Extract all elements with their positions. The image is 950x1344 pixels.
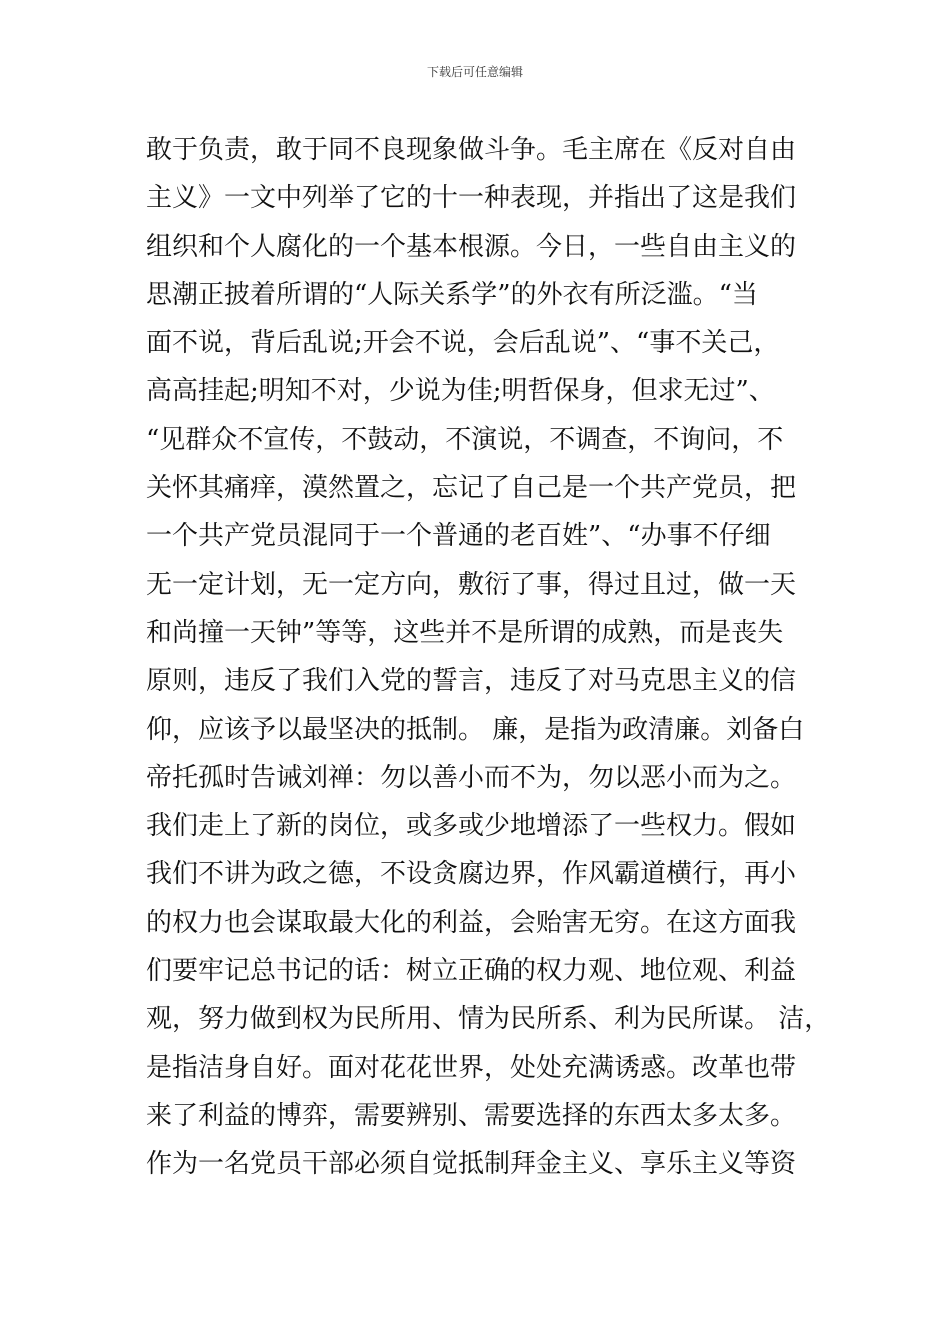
text-line: 们要牢记总书记的话：树立正确的权力观、地位观、利益 [146, 956, 797, 987]
header-note: 下载后可任意编辑 [426, 65, 523, 79]
text-line: 组织和个人腐化的一个基本根源。今日，一些自由主义的 [146, 231, 797, 262]
text-line: 思潮正披着所谓的“人际关系学”的外衣有所泛滥。“当 [146, 279, 758, 310]
text-line: 主义》一文中列举了它的十一种表现，并指出了这是我们 [146, 183, 797, 214]
text-line: 我们不讲为政之德，不设贪腐边界，作风霸道横行，再小 [146, 859, 797, 890]
text-line: 观，努力做到权为民所用、情为民所系、利为民所谋。 洁， [146, 1004, 831, 1035]
text-line: 来了利益的博弈，需要辨别、需要选择的东西太多太多。 [146, 1100, 797, 1131]
text-line: 一个共产党员混同于一个普通的老百姓”、“办事不仔细 [146, 521, 771, 552]
text-line: 敢于负责，敢于同不良现象做斗争。毛主席在《反对自由 [146, 135, 797, 165]
text-line: 和尚撞一天钟”等等，这些并不是所谓的成熟，而是丧失 [146, 617, 784, 648]
body-text [146, 126, 836, 1189]
text-line: “见群众不宣传，不鼓动，不演说，不调查，不询问，不 [146, 424, 784, 455]
text-line: 原则，违反了我们入党的誓言，违反了对马克思主义的信 [146, 666, 797, 697]
text-line: 关怀其痛痒，漠然置之，忘记了自己是一个共产党员，把 [146, 473, 797, 504]
text-line: 是指洁身自好。面对花花世界，处处充满诱惑。改革也带 [146, 1052, 797, 1083]
text-line: 帝托孤时告诫刘禅：勿以善小而不为，勿以恶小而为之。 [146, 762, 797, 793]
text-line: 面不说，背后乱说;开会不说，会后乱说”、“事不关己， [146, 328, 780, 359]
text-line: 高高挂起;明知不对，少说为佳;明哲保身，但求无过”、 [146, 376, 775, 407]
text-line: 我们走上了新的岗位，或多或少地增添了一些权力。假如 [146, 811, 797, 842]
text-line: 无一定计划，无一定方向，敷衍了事，得过且过，做一天 [146, 569, 797, 600]
text-line: 作为一名党员干部必须自觉抵制拜金主义、享乐主义等资 [146, 1149, 797, 1180]
text-line: 仰，应该予以最坚决的抵制。 廉，是指为政清廉。刘备白 [146, 714, 805, 745]
text-line: 的权力也会谋取最大化的利益，会贻害无穷。在这方面我 [146, 907, 797, 938]
